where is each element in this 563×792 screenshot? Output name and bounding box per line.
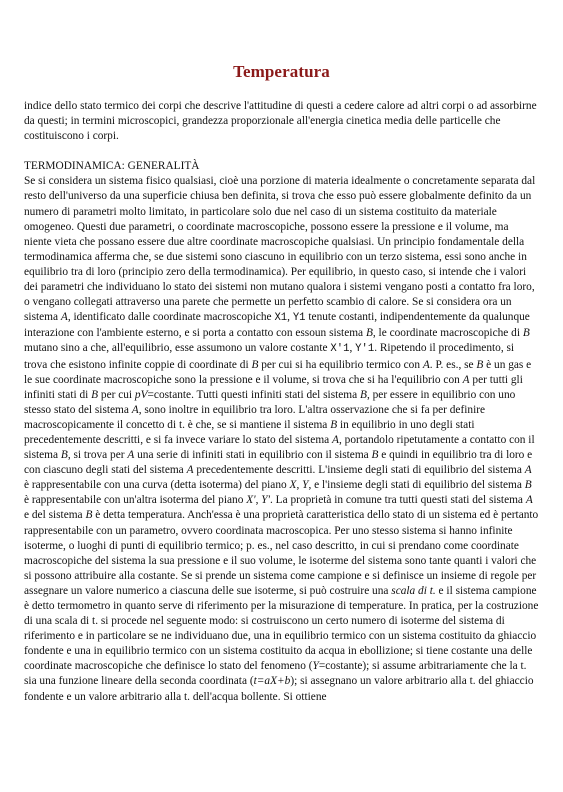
body-paragraph: Se si considera un sistema fisico qualsiasi, cioè una porzione di materia idealmente o concretamente separata dal resto dell'universo da una superficie chiusa ben definita, si trova che esso può essere globalmente definito da un numero di parametri molto limitato, in particolare solo due nel caso di un sistema costituito da materiale omogeneo. Questi due parametri, o coordinate macroscopiche, possono essere la pressione e il volume, ma niente vieta che possano essere due altre coordinate macroscopiche qualsiasi. Un principio fondamentale della termodinamica afferma che, se due sistemi sono ciascuno in equilibrio con un terzo sistema, essi sono anche in equilibrio tra di loro (principio zero della termodinamica). Per equilibrio, in questo caso, si intende che i valori dei parametri che individuano lo stato dei sistemi non mutano qualora i sistemi vengano posti a contatto fra loro, o vengano collegati attraverso una parete che permette un perfetto scambio di calore. Se si considera ora un sistema A, identificato dalle coordinate macroscopiche X1, Y1 tenute costanti, indipendentemente da qualunque interazione con l'ambiente esterno, e si porta a contatto con essoun sistema B, le coordinate macroscopiche di B mutano sino a che, all'equilibrio, esse assumono un valore costante X'1, Y'1. Ripetendo il procedimento, si trova che esistono infinite coppie di coordinate di B per cui si ha equilibrio termico con A. P. es., se B è un gas e le sue coordinate macroscopiche sono la pressione e il volume, si trova che si ha l'equilibrio con A per tutti gli infiniti stati di B per cui pV=costante. Tutti questi infiniti stati del sistema B, per essere in equilibrio con uno stesso stato del sistema A, sono inoltre in equilibrio tra loro. L'altra osservazione che si fa per definire macroscopicamente il concetto di t. è che, se si mantiene il sistema B in equilibrio in uno degli stati precedentemente descritti, e si fa invece variare lo stato del sistema A, portandolo ripetutamente a contatto con il sistema B, si trova per A una serie di infiniti stati in equilibrio con il sistema B e quindi in equilibrio tra di loro e con ciascuno degli stati del sistema A precedentemente descritti. L'insieme degli stati di equilibrio del sistema A è rappresentabile con una curva (detta isoterma) del piano X, Y, e l'insieme degli stati di equilibrio del sistema B è rappresentabile con un'altra isoterma del piano X', Y'. La proprietà in comune tra tutti questi stati del sistema A e del sistema B è detta temperatura. Anch'essa è una proprietà caratteristica dello stato di un sistema ed è pertanto rappresentabile con un parametro, ovvero coordinata macroscopica. Per uno stesso sistema si hanno infinite isoterme, o luoghi di punti di equilibrio termico; p. es., nel caso descritto, in cui si prendano come coordinate macroscopiche del sistema la sua pressione e il suo volume, le isoterme del sistema sono tante quanti i valori che si possono attribuire alla costante. Se si prende un sistema come campione e si definisce un insieme di regole per assegnare un valore numerico a ciascuna delle sue isoterme, si può costruire una scala di t. e il sistema campione è detto termometro in quanto serve di riferimento per la misurazione di temperature. In pratica, per la costruzione di una scala di t. si procede nel seguente modo: si costruiscono un certo numero di isoterme del sistema di riferimento e in particolare se ne individuano due, una in equilibrio termico con un sistema costituito da ghiaccio fondente e una in equilibrio termico con un sistema costituito da acqua in ebollizione; si tiene costante una delle coordinate macroscopiche che definisce lo stato del fenomeno (Y=costante); si assume arbitrariamente che la t. sia una funzione lineare della seconda coordinata (t=aX+b); si assegnano un valore arbitrario alla t. del ghiaccio fondente e un valore arbitrario alla t. dell'acqua bollente. Si ottiene	[24, 175, 539, 703]
page-title: Temperatura	[233, 62, 330, 81]
section-heading: TERMODINAMICA: GENERALITÀ	[24, 160, 200, 173]
formula: t=aX+b	[253, 675, 291, 688]
intro-paragraph: indice dello stato termico dei corpi che descrive l'attitudine di questi a cedere calore ad altri corpi o ad assorbirne da questi; in termini microscopici, grandezza proporzionale all'energia cinetica media delle particelle che costituiscono i corpi.	[24, 100, 537, 143]
term-scala: scala di t.	[391, 584, 436, 597]
